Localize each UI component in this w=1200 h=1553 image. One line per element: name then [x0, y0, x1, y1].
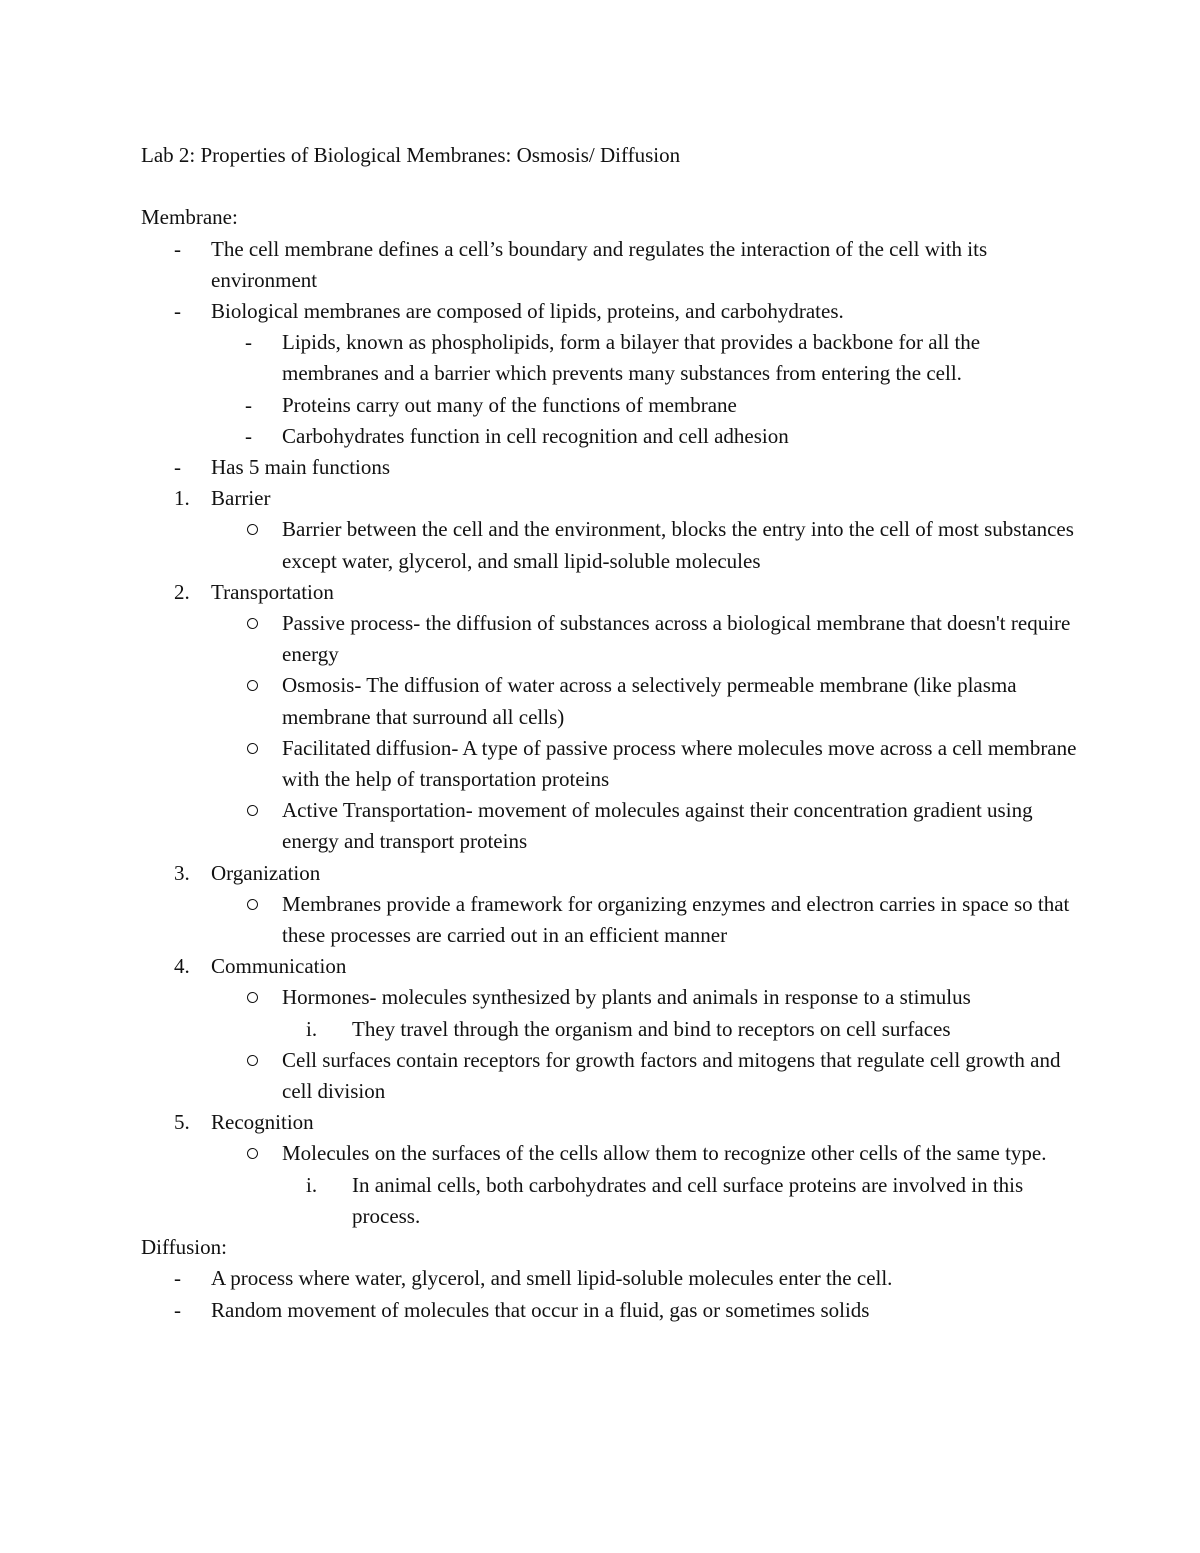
- circle-bullet-icon: [247, 608, 258, 639]
- sub-bullet-item: [141, 390, 1081, 421]
- number-marker: 5.: [174, 1110, 190, 1135]
- roman-marker: i.: [306, 1172, 318, 1197]
- number-marker: 3.: [174, 860, 190, 885]
- circle-bullet-text: Molecules on the surfaces of the cells allow them to recognize other cells of the same type.: [282, 1141, 1047, 1166]
- function-item-recognition: [141, 1107, 1081, 1138]
- function-item-communication: [141, 951, 1081, 982]
- dash-marker: -: [174, 455, 181, 480]
- bullet-text: A process where water, glycerol, and smell lipid-soluble molecules enter the cell.: [211, 1266, 893, 1291]
- roman-marker: i.: [306, 1016, 318, 1041]
- bullet-text: Biological membranes are composed of lipids, proteins, and carbohydrates.: [211, 299, 844, 323]
- page-title: Lab 2: Properties of Biological Membranes: Osmosis/ Diffusion: [141, 143, 681, 167]
- roman-sub-text: They travel through the organism and bind to receptors on cell surfaces: [352, 1016, 951, 1041]
- section-heading-membrane: Membrane:: [141, 205, 238, 230]
- circle-bullet-text: Hormones- molecules synthesized by plants and animals in response to a stimulus: [282, 985, 971, 1010]
- sub-bullet-item: [141, 421, 1081, 452]
- dash-marker: -: [245, 330, 252, 355]
- function-name: Organization: [211, 860, 321, 885]
- document-page: [141, 140, 1081, 1326]
- roman-sub-text: In animal cells, both carbohydrates and cell surface proteins are involved in this process.: [352, 1172, 1024, 1228]
- sub-bullet-item: [141, 327, 1081, 389]
- circle-bullet-text: Active Transportation- movement of molecules against their concentration gradient using energy and transport proteins: [282, 798, 1033, 854]
- circle-bullet-item: [141, 889, 1081, 951]
- circle-bullet-item: [141, 733, 1081, 795]
- bullet-item: [141, 1295, 1081, 1326]
- section-heading-diffusion: Diffusion:: [141, 1235, 227, 1260]
- bullet-item: [141, 296, 1081, 327]
- sub-bullet-text: Lipids, known as phospholipids, form a bilayer that provides a backbone for all the membranes and a barrier which prevents many substances from entering the cell.: [282, 330, 981, 386]
- function-item-transportation: [141, 577, 1081, 608]
- circle-bullet-text: Barrier between the cell and the environment, blocks the entry into the cell of most substances except water, glycerol, and small lipid-soluble molecules: [282, 517, 1074, 573]
- circle-bullet-item: [141, 795, 1081, 857]
- circle-bullet-icon: [247, 733, 258, 764]
- circle-bullet-text: Osmosis- The diffusion of water across a selectively permeable membrane (like plasma membrane that surround all cells): [282, 673, 1017, 729]
- bullet-item: [141, 1263, 1081, 1294]
- dash-marker: -: [174, 299, 181, 323]
- number-marker: 1.: [174, 486, 190, 511]
- function-item-barrier: [141, 483, 1081, 514]
- function-item-organization: [141, 858, 1081, 889]
- bullet-text: Has 5 main functions: [211, 455, 391, 480]
- bullet-text: Random movement of molecules that occur in a fluid, gas or sometimes solids: [211, 1297, 870, 1322]
- circle-bullet-text: Membranes provide a framework for organizing enzymes and electron carries in space so that these processes are carried out in an efficient manner: [282, 891, 1070, 948]
- circle-bullet-item: [141, 608, 1081, 670]
- circle-bullet-icon: [247, 1138, 258, 1169]
- circle-bullet-icon: [247, 514, 258, 545]
- circle-bullet-item: [141, 514, 1081, 576]
- dash-marker: -: [174, 1266, 181, 1291]
- roman-sub-item: [141, 1014, 1081, 1045]
- circle-bullet-item: [141, 1138, 1081, 1169]
- number-marker: 2.: [174, 579, 190, 604]
- circle-bullet-icon: [247, 982, 258, 1013]
- number-marker: 4.: [174, 954, 190, 979]
- roman-sub-item: [141, 1170, 1081, 1232]
- circle-bullet-icon: [247, 795, 258, 826]
- circle-bullet-icon: [247, 670, 258, 701]
- circle-bullet-icon: [247, 1045, 258, 1076]
- function-name: Communication: [211, 954, 347, 979]
- sub-bullet-text: Proteins carry out many of the functions of membrane: [282, 392, 737, 417]
- circle-bullet-text: Passive process- the diffusion of substances across a biological membrane that doesn't require energy: [282, 611, 1071, 667]
- function-name: Barrier: [211, 486, 271, 511]
- bullet-item: [141, 452, 1081, 483]
- circle-bullet-item: [141, 1045, 1081, 1107]
- circle-bullet-item: [141, 670, 1081, 732]
- circle-bullet-text: Facilitated diffusion- A type of passive process where molecules move across a cell membrane with the help of transportation proteins: [282, 735, 1077, 792]
- circle-bullet-text: Cell surfaces contain receptors for growth factors and mitogens that regulate cell growth and cell division: [282, 1047, 1061, 1104]
- dash-marker: -: [245, 423, 252, 448]
- bullet-item: [141, 234, 1081, 296]
- circle-bullet-icon: [247, 889, 258, 920]
- bullet-text: The cell membrane defines a cell’s boundary and regulates the interaction of the cell with its environment: [211, 236, 988, 292]
- sub-bullet-text: Carbohydrates function in cell recognition and cell adhesion: [282, 423, 789, 448]
- circle-bullet-item: [141, 982, 1081, 1013]
- function-name: Recognition: [211, 1110, 314, 1135]
- dash-marker: -: [174, 236, 181, 261]
- function-name: Transportation: [211, 579, 334, 604]
- dash-marker: -: [245, 392, 252, 417]
- dash-marker: -: [174, 1297, 181, 1322]
